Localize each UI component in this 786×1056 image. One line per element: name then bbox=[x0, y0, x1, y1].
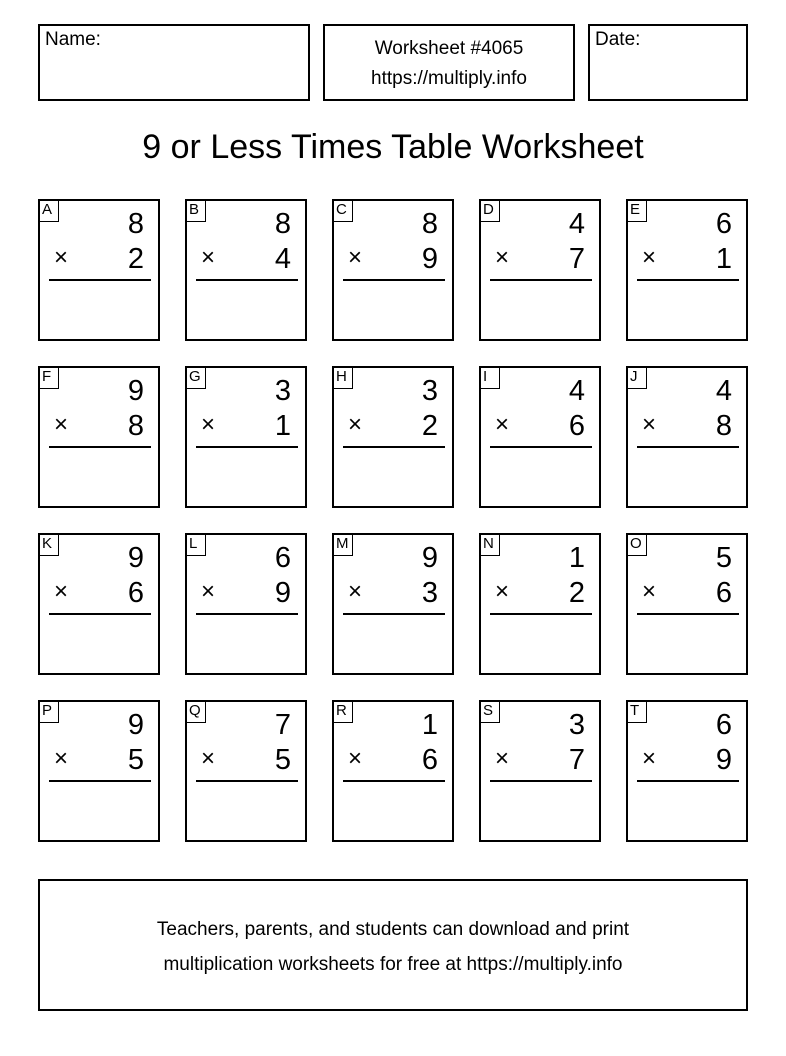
answer-line bbox=[49, 446, 151, 448]
multiplicand: 6 bbox=[715, 709, 732, 741]
answer-line bbox=[49, 780, 151, 782]
times-sign: × bbox=[54, 244, 69, 271]
answer-line bbox=[343, 279, 445, 281]
multiplicand: 3 bbox=[421, 375, 438, 407]
multiplier: 2 bbox=[568, 577, 585, 609]
times-sign: × bbox=[348, 411, 363, 438]
multiplier: 5 bbox=[274, 744, 291, 776]
multiplicand: 8 bbox=[127, 208, 144, 240]
problem-card[interactable] bbox=[479, 199, 601, 341]
multiplicand: 3 bbox=[568, 709, 585, 741]
multiplicand: 6 bbox=[715, 208, 732, 240]
times-sign: × bbox=[348, 745, 363, 772]
answer-line bbox=[196, 780, 298, 782]
date-label: Date: bbox=[595, 29, 641, 50]
problem-letter: K bbox=[39, 534, 59, 556]
multiplier: 9 bbox=[421, 243, 438, 275]
multiplier: 8 bbox=[715, 410, 732, 442]
multiplier: 4 bbox=[274, 243, 291, 275]
name-field-box[interactable] bbox=[38, 24, 310, 101]
multiplicand: 4 bbox=[568, 208, 585, 240]
times-sign: × bbox=[495, 745, 510, 772]
problem-letter: T bbox=[627, 701, 647, 723]
times-sign: × bbox=[642, 411, 657, 438]
problem-letter: B bbox=[186, 200, 206, 222]
multiplier: 6 bbox=[568, 410, 585, 442]
problem-letter: C bbox=[333, 200, 353, 222]
answer-line bbox=[490, 780, 592, 782]
answer-line bbox=[49, 613, 151, 615]
multiplier: 7 bbox=[568, 243, 585, 275]
times-sign: × bbox=[348, 244, 363, 271]
problem-letter: Q bbox=[186, 701, 206, 723]
answer-line bbox=[343, 446, 445, 448]
answer-line bbox=[637, 279, 739, 281]
problem-card[interactable] bbox=[479, 700, 601, 842]
answer-line bbox=[637, 613, 739, 615]
multiplier: 7 bbox=[568, 744, 585, 776]
name-label: Name: bbox=[45, 29, 101, 50]
problem-letter: S bbox=[480, 701, 500, 723]
problem-card[interactable] bbox=[479, 366, 601, 508]
problem-card[interactable] bbox=[332, 700, 454, 842]
worksheet-number: Worksheet #4065 bbox=[374, 38, 524, 59]
problem-card[interactable] bbox=[332, 199, 454, 341]
problem-card[interactable] bbox=[38, 366, 160, 508]
multiplier: 5 bbox=[127, 744, 144, 776]
multiplier: 6 bbox=[715, 577, 732, 609]
multiplicand: 1 bbox=[421, 709, 438, 741]
multiplier: 9 bbox=[715, 744, 732, 776]
footer-line-2: multiplication worksheets for free at https://multiply.info bbox=[163, 954, 623, 975]
times-sign: × bbox=[201, 578, 216, 605]
multiplicand: 9 bbox=[421, 542, 438, 574]
problem-card[interactable] bbox=[185, 199, 307, 341]
answer-line bbox=[490, 446, 592, 448]
multiplicand: 9 bbox=[127, 375, 144, 407]
problem-card[interactable] bbox=[185, 700, 307, 842]
multiplier: 6 bbox=[421, 744, 438, 776]
times-sign: × bbox=[495, 411, 510, 438]
answer-line bbox=[49, 279, 151, 281]
times-sign: × bbox=[348, 578, 363, 605]
multiplicand: 8 bbox=[421, 208, 438, 240]
answer-line bbox=[196, 279, 298, 281]
times-sign: × bbox=[54, 411, 69, 438]
multiplier: 2 bbox=[421, 410, 438, 442]
multiplicand: 6 bbox=[274, 542, 291, 574]
answer-line bbox=[343, 613, 445, 615]
problem-card[interactable] bbox=[185, 533, 307, 675]
problem-letter: E bbox=[627, 200, 647, 222]
multiplicand: 4 bbox=[568, 375, 585, 407]
problem-card[interactable] bbox=[185, 366, 307, 508]
date-field-box[interactable] bbox=[588, 24, 748, 101]
problem-letter: R bbox=[333, 701, 353, 723]
problem-letter: N bbox=[480, 534, 500, 556]
problem-card[interactable] bbox=[626, 700, 748, 842]
problem-letter: I bbox=[480, 367, 500, 389]
times-sign: × bbox=[495, 578, 510, 605]
problem-card[interactable] bbox=[479, 533, 601, 675]
multiplier: 9 bbox=[274, 577, 291, 609]
multiplicand: 1 bbox=[568, 542, 585, 574]
multiplicand: 4 bbox=[715, 375, 732, 407]
problem-letter: D bbox=[480, 200, 500, 222]
problem-letter: L bbox=[186, 534, 206, 556]
times-sign: × bbox=[201, 745, 216, 772]
problem-letter: F bbox=[39, 367, 59, 389]
problem-letter: P bbox=[39, 701, 59, 723]
problem-card[interactable] bbox=[38, 533, 160, 675]
answer-line bbox=[637, 780, 739, 782]
times-sign: × bbox=[642, 578, 657, 605]
problem-letter: O bbox=[627, 534, 647, 556]
problem-card[interactable] bbox=[626, 366, 748, 508]
problem-card[interactable] bbox=[626, 533, 748, 675]
multiplier: 6 bbox=[127, 577, 144, 609]
multiplicand: 3 bbox=[274, 375, 291, 407]
times-sign: × bbox=[495, 244, 510, 271]
problem-letter: J bbox=[627, 367, 647, 389]
multiplicand: 9 bbox=[127, 542, 144, 574]
multiplier: 1 bbox=[715, 243, 732, 275]
times-sign: × bbox=[54, 578, 69, 605]
times-sign: × bbox=[642, 244, 657, 271]
footer-note bbox=[38, 879, 748, 1011]
answer-line bbox=[196, 613, 298, 615]
problem-letter: G bbox=[186, 367, 206, 389]
multiplier: 1 bbox=[274, 410, 291, 442]
answer-line bbox=[637, 446, 739, 448]
problem-grid bbox=[38, 199, 749, 842]
problem-card[interactable] bbox=[38, 700, 160, 842]
multiplier: 3 bbox=[421, 577, 438, 609]
multiplicand: 8 bbox=[274, 208, 291, 240]
problem-letter: H bbox=[333, 367, 353, 389]
worksheet-info-box bbox=[323, 24, 575, 101]
answer-line bbox=[343, 780, 445, 782]
answer-line bbox=[196, 446, 298, 448]
answer-line bbox=[490, 613, 592, 615]
times-sign: × bbox=[54, 745, 69, 772]
problem-card[interactable] bbox=[332, 366, 454, 508]
times-sign: × bbox=[201, 411, 216, 438]
multiplier: 8 bbox=[127, 410, 144, 442]
problem-card[interactable] bbox=[332, 533, 454, 675]
multiplicand: 9 bbox=[127, 709, 144, 741]
problem-card[interactable] bbox=[626, 199, 748, 341]
problem-card[interactable] bbox=[38, 199, 160, 341]
website-url: https://multiply.info bbox=[371, 68, 527, 89]
multiplicand: 5 bbox=[715, 542, 732, 574]
multiplier: 2 bbox=[127, 243, 144, 275]
problem-letter: M bbox=[333, 534, 353, 556]
footer-line-1: Teachers, parents, and students can download and print bbox=[156, 919, 630, 940]
times-sign: × bbox=[642, 745, 657, 772]
answer-line bbox=[490, 279, 592, 281]
multiplicand: 7 bbox=[274, 709, 291, 741]
problem-letter: A bbox=[39, 200, 59, 222]
times-sign: × bbox=[201, 244, 216, 271]
page-title: 9 or Less Times Table Worksheet bbox=[142, 128, 644, 166]
